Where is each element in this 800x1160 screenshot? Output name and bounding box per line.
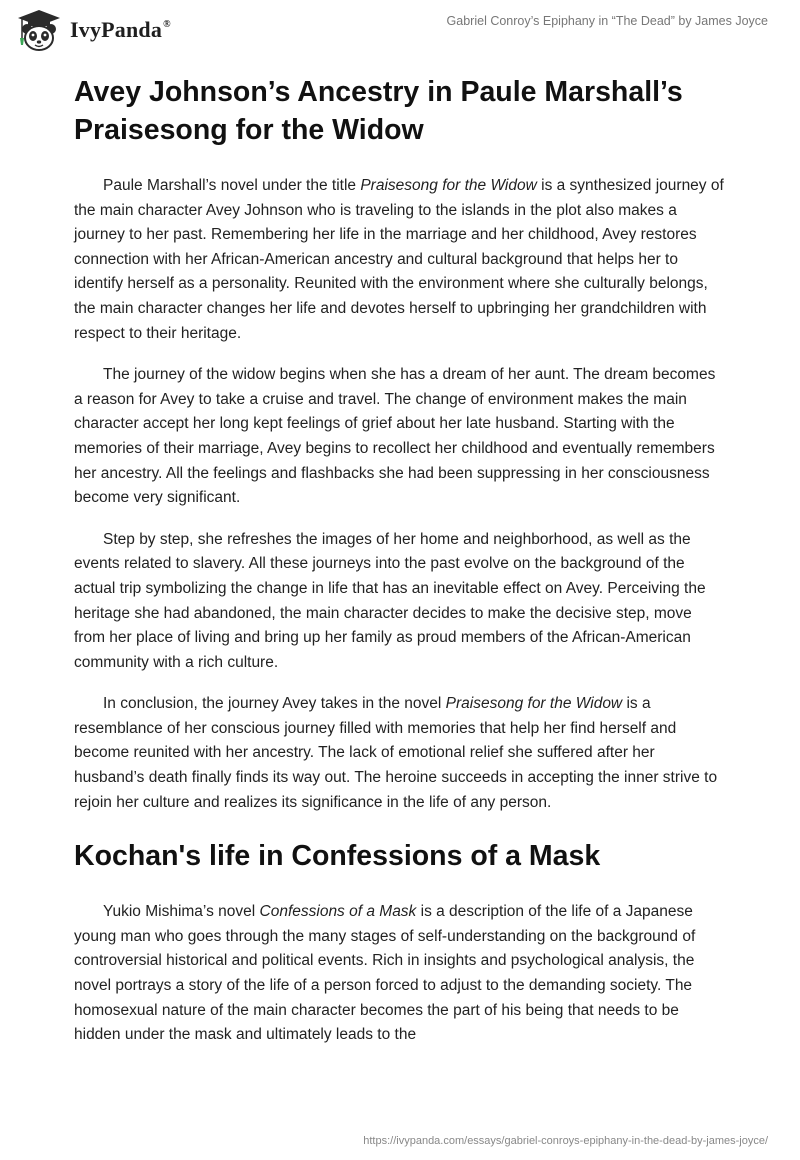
paragraph: Paule Marshall’s novel under the title Praisesong for the Widow is a synthesized journey of the main character Avey Johnson who is traveling to the islands in the plot also makes a journey to her past. Remembering her life in the marriage and her childhood, Avey restores connection with her African-American ancestry and cultural background that helps her to identify herself as a personality. Reunited with the environment where she culturally belongs, the main character changes her life and devotes herself to upbringing her grandchildren with respect to their heritage. [74, 177, 724, 342]
paragraph: Yukio Mishima’s novel Confessions of a Mask is a description of the life of a Japanese young man who goes through the many stages of self-understanding on the background of controversial historical and political events. Rich in insights and psychological analysis, the novel portrays a story of the life of a person forced to adjust to the demanding society. The homosexual nature of the main character becomes the part of his being that needs to be hidden under the mask and ultimately leads to the [74, 903, 696, 1044]
paragraph: In conclusion, the journey Avey takes in the novel Praisesong for the Widow is a resemblance of her conscious journey filled with memories that help her find herself and become reunited with her ancestry. The lack of emotional relief she suffered after her husband’s death finally finds its way out. The heroine succeeds in accepting the inner strive to rejoin her culture and realizes its significance in the life of any person. [74, 695, 718, 811]
brand-name: IvyPanda® [70, 17, 171, 42]
source-url[interactable]: https://ivypanda.com/essays/gabriel-conroys-epiphany-in-the-dead-by-james-joyce/ [363, 1135, 768, 1147]
book-title: Confessions of a Mask [259, 903, 417, 921]
book-title: Praisesong for the Widow [360, 177, 537, 194]
document-title: Gabriel Conroy’s Epiphany in “The Dead” by James Joyce [446, 14, 768, 28]
section-heading: Avey Johnson’s Ancestry in Paule Marshall’s Praisesong for the Widow [74, 76, 683, 146]
section-heading: Kochan's life in Confessions of a Mask [74, 840, 601, 873]
paragraph: Step by step, she refreshes the images of her home and neighborhood, as well as the events related to slavery. All these journeys into the past evolve on the background of the actual trip symbolizing the change in life that has an inevitable effect on Avey. Perceiving the heritage she had abandoned, the main character decides to make the decisive step, move from her place of living and bring up her family as proud members of the African-American community with a rich culture. [74, 530, 706, 671]
panda-graduate-icon [14, 8, 64, 52]
essay-content [74, 70, 726, 1048]
book-title: Praisesong for the Widow [445, 695, 623, 713]
brand-logo[interactable] [14, 8, 171, 52]
paragraph: The journey of the widow begins when she has a dream of her aunt. The dream becomes a reason for Avey to take a cruise and travel. The change of environment makes the main character accept her long kept feelings of grief about her late husband. Starting with the memories of their marriage, Avey begins to recollect her childhood and eventually remembers her ancestry. All the feelings and flashbacks she had been suppressing in her consciousness become very significant. [74, 366, 716, 507]
page-header [0, 0, 800, 60]
